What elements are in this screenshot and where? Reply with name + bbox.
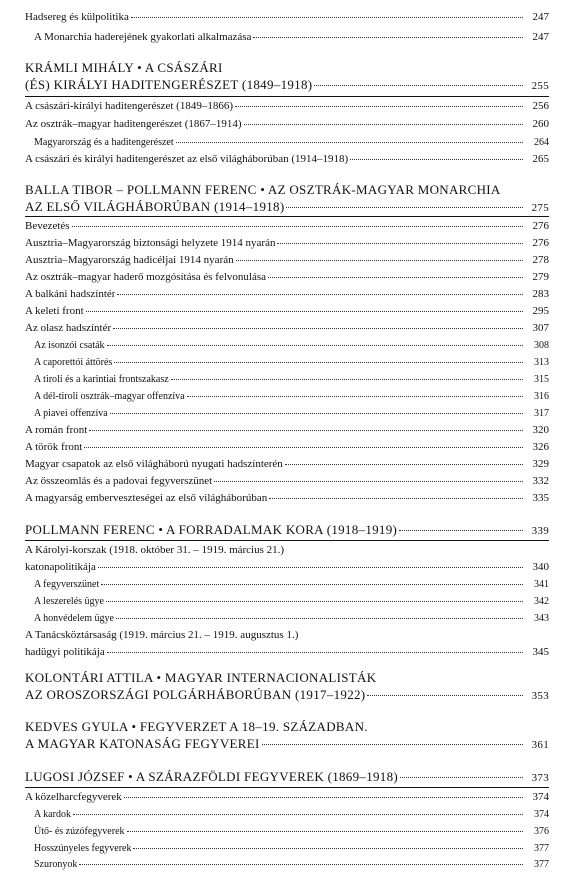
toc-entry[interactable] <box>25 544 549 557</box>
toc-entry[interactable] <box>25 153 549 166</box>
divider <box>25 96 549 97</box>
chapter-title-line: LUGOSI JÓZSEF • A SZÁRAZFÖLDI FEGYVEREK (1869–1918) <box>25 769 399 784</box>
toc-entry-title: hadügyi politikája <box>25 646 105 658</box>
chapter-page: 255 <box>531 80 549 92</box>
toc-entry-page: 335 <box>532 492 549 504</box>
toc-entry-page: 345 <box>532 646 549 658</box>
toc-entry-page: 276 <box>532 237 549 249</box>
toc-entry[interactable] <box>25 339 549 352</box>
toc-entry[interactable] <box>25 475 549 488</box>
toc-entry[interactable] <box>25 220 549 233</box>
leader-dots <box>89 430 523 431</box>
toc-entry-title: A fegyverszünet <box>34 579 100 590</box>
toc-entry-page: 317 <box>534 408 549 419</box>
toc-entry-title: Magyar csapatok az első világháború nyugati hadszínterén <box>25 458 283 470</box>
leader-dots <box>98 567 523 568</box>
leader-dots <box>400 777 523 778</box>
chapter-title-line: AZ ELSŐ VILÁGHÁBORÚBAN (1914–1918) <box>25 199 285 214</box>
toc-entry-title: Hadsereg és külpolitika <box>25 11 129 23</box>
toc-entry[interactable] <box>25 288 549 301</box>
leader-dots <box>314 85 523 86</box>
chapter-heading[interactable] <box>25 521 549 540</box>
toc-entry[interactable] <box>25 595 549 608</box>
chapter-page: 373 <box>531 772 549 784</box>
toc-entry[interactable] <box>25 118 549 131</box>
leader-dots <box>107 652 523 653</box>
toc-entry-page: 256 <box>532 100 549 112</box>
leader-dots <box>84 447 523 448</box>
toc-entry[interactable] <box>25 629 549 642</box>
chapter-page: 339 <box>531 525 549 537</box>
toc-entry-title: A kardok <box>34 809 71 820</box>
leader-dots <box>117 294 523 295</box>
toc-entry[interactable] <box>25 858 549 871</box>
toc-entry-title: A dél-tiroli osztrák–magyar offenzíva <box>34 391 185 402</box>
toc-entry-title: A Tanácsköztársaság (1919. március 21. – 1919. augusztus 1.) <box>25 629 299 641</box>
leader-dots <box>214 481 523 482</box>
toc-entry-page: 264 <box>534 137 549 148</box>
toc-entry[interactable] <box>25 373 549 386</box>
leader-dots <box>244 124 523 125</box>
leader-dots <box>73 814 523 815</box>
leader-dots <box>236 260 523 261</box>
toc-entry-page: 313 <box>534 357 549 368</box>
toc-entry[interactable] <box>25 271 549 284</box>
leader-dots <box>285 464 523 465</box>
toc-entry-title: A közelharcfegyverek <box>25 791 122 803</box>
toc-entry-page: 265 <box>532 153 549 165</box>
toc-entry-title: Az osztrák–magyar haderő mozgósítása és felvonulása <box>25 271 266 283</box>
chapter-title-line: KEDVES GYULA • FEGYVERZET A 18–19. SZÁZADBAN. <box>25 719 368 734</box>
chapter-heading[interactable] <box>25 59 549 95</box>
leader-dots <box>350 159 523 160</box>
toc-entry-page: 326 <box>532 441 549 453</box>
toc-entry-title: Hosszúnyeles fegyverek <box>34 843 132 854</box>
toc-entry-page: 308 <box>534 340 549 351</box>
chapter-page: 353 <box>531 690 549 702</box>
leader-dots <box>171 379 523 380</box>
toc-entry[interactable] <box>25 305 549 318</box>
toc-entry-page: 332 <box>532 475 549 487</box>
toc-entry-page: 340 <box>532 561 549 573</box>
toc-entry-page: 329 <box>532 458 549 470</box>
toc-entry[interactable] <box>25 646 549 659</box>
toc-entry-title: A magyarság emberveszteségei az első világháborúban <box>25 492 268 504</box>
toc-entry[interactable] <box>25 136 549 149</box>
toc-entry-page: 279 <box>532 271 549 283</box>
leader-dots <box>187 396 523 397</box>
leader-dots <box>114 362 523 363</box>
toc-entry-title: Ausztria–Magyarország biztonsági helyzete 1914 nyarán <box>25 237 276 249</box>
toc-entry-title: Az olasz hadszíntér <box>25 322 112 334</box>
toc-entry-page: 377 <box>534 859 549 870</box>
toc-entry-title: A honvédelem ügye <box>34 613 114 624</box>
toc-entry-page: 320 <box>532 424 549 436</box>
toc-entry-title: A császári-királyi haditengerészet (1849–1866) <box>25 100 234 112</box>
divider <box>25 787 549 788</box>
toc-entry-title: Magyarország és a haditengerészet <box>34 137 174 148</box>
toc-entry-page: 343 <box>534 613 549 624</box>
toc-entry[interactable] <box>25 390 549 403</box>
divider <box>25 216 549 217</box>
toc-entry-title: Szuronyok <box>34 859 78 870</box>
toc-entry[interactable] <box>25 356 549 369</box>
toc-entry-title: A keleti front <box>25 305 84 317</box>
leader-dots <box>277 243 523 244</box>
toc-entry-page: 247 <box>532 31 549 43</box>
toc-entry-page: 247 <box>532 11 549 23</box>
leader-dots <box>176 142 523 143</box>
toc-entry-page: 374 <box>532 791 549 803</box>
toc-entry[interactable] <box>25 424 549 437</box>
leader-dots <box>286 207 523 208</box>
toc-entry-title: A leszerelés ügye <box>34 596 104 607</box>
toc-entry-page: 260 <box>532 118 549 130</box>
leader-dots <box>86 311 523 312</box>
chapter-title-line: KOLONTÁRI ATTILA • MAGYAR INTERNACIONALISTÁK <box>25 670 377 685</box>
leader-dots <box>235 106 523 107</box>
chapter-title-line: KRÁMLI MIHÁLY • A CSÁSZÁRI <box>25 60 223 75</box>
toc-entry[interactable] <box>25 407 549 420</box>
chapter-heading[interactable] <box>25 669 549 705</box>
toc-entry-page: 307 <box>532 322 549 334</box>
divider <box>25 540 549 541</box>
toc-entry[interactable] <box>25 612 549 625</box>
chapter-page: 275 <box>531 202 549 214</box>
chapter-heading[interactable] <box>25 718 549 754</box>
toc-entry[interactable] <box>25 842 549 855</box>
toc-entry[interactable] <box>25 31 549 44</box>
toc-entry[interactable] <box>25 458 549 471</box>
toc-entry-title: Az osztrák–magyar haditengerészet (1867–1914) <box>25 118 242 130</box>
chapter-page: 361 <box>531 739 549 751</box>
toc-entry-title: A Károlyi-korszak (1918. október 31. – 1919. március 21.) <box>25 544 285 556</box>
chapter-title-line: A MAGYAR KATONASÁG FEGYVEREI <box>25 736 260 751</box>
toc-entry-page: 341 <box>534 579 549 590</box>
leader-dots <box>127 831 523 832</box>
toc-entry[interactable] <box>25 441 549 454</box>
toc-entry[interactable] <box>25 237 549 250</box>
leader-dots <box>72 226 523 227</box>
toc-entry-title: katonapolitikája <box>25 561 96 573</box>
toc-entry-title: Az isonzói csaták <box>34 340 105 351</box>
toc-entry[interactable] <box>25 254 549 267</box>
chapter-title-line: (ÉS) KIRÁLYI HADITENGERÉSZET (1849–1918) <box>25 77 313 92</box>
leader-dots <box>106 601 523 602</box>
leader-dots <box>367 695 523 696</box>
toc-entry-title: A román front <box>25 424 88 436</box>
toc-entry-page: 278 <box>532 254 549 266</box>
toc-entry[interactable] <box>25 578 549 591</box>
leader-dots <box>116 618 523 619</box>
toc-entry-page: 374 <box>534 809 549 820</box>
leader-dots <box>101 584 523 585</box>
toc-entry[interactable] <box>25 825 549 838</box>
toc-entry-title: Ütő- és zúzófegyverek <box>34 826 125 837</box>
leader-dots <box>253 37 523 38</box>
toc-entry-title: A piavei offenzíva <box>34 408 108 419</box>
toc-entry-page: 276 <box>532 220 549 232</box>
chapter-title-line: BALLA TIBOR – POLLMANN FERENC • AZ OSZTRÁK-MAGYAR MONARCHIA <box>25 182 501 197</box>
toc-entry-title: Az összeomlás és a padovai fegyverszünet <box>25 475 213 487</box>
toc-entry-title: A tiroli és a karintiai frontszakasz <box>34 374 169 385</box>
leader-dots <box>269 498 523 499</box>
toc-entry[interactable] <box>25 322 549 335</box>
leader-dots <box>131 17 523 18</box>
toc-entry-title: A császári és királyi haditengerészet az első világháborúban (1914–1918) <box>25 153 349 165</box>
chapter-heading[interactable] <box>25 768 549 787</box>
toc-entry[interactable] <box>25 791 549 804</box>
toc-entry-title: A török front <box>25 441 83 453</box>
toc-entry[interactable] <box>25 11 549 24</box>
toc-entry[interactable] <box>25 100 549 113</box>
toc-entry[interactable] <box>25 808 549 821</box>
leader-dots <box>79 864 523 865</box>
chapter-title-line: AZ OROSZORSZÁGI POLGÁRHÁBORÚBAN (1917–1922) <box>25 687 366 702</box>
toc-entry-title: Bevezetés <box>25 220 70 232</box>
leader-dots <box>107 345 523 346</box>
leader-dots <box>113 328 523 329</box>
leader-dots <box>133 848 523 849</box>
leader-dots <box>124 797 523 798</box>
toc-entry-page: 283 <box>532 288 549 300</box>
chapter-title-line: POLLMANN FERENC • A FORRADALMAK KORA (1918–1919) <box>25 522 398 537</box>
toc-entry-title: Ausztria–Magyarország hadicéljai 1914 nyarán <box>25 254 234 266</box>
toc-entry-page: 316 <box>534 391 549 402</box>
toc-entry-title: A balkáni hadszíntér <box>25 288 116 300</box>
toc-entry-title: A caporettói áttörés <box>34 357 113 368</box>
leader-dots <box>399 530 523 531</box>
toc-entry-title: A Monarchia haderejének gyakorlati alkalmazása <box>34 31 252 43</box>
toc-entry[interactable] <box>25 561 549 574</box>
toc-entry[interactable] <box>25 492 549 505</box>
leader-dots <box>262 744 523 745</box>
leader-dots <box>110 413 523 414</box>
chapter-heading[interactable] <box>25 181 549 217</box>
toc-entry-page: 377 <box>534 843 549 854</box>
toc-entry-page: 315 <box>534 374 549 385</box>
leader-dots <box>268 277 523 278</box>
toc-entry-page: 342 <box>534 596 549 607</box>
toc-entry-page: 376 <box>534 826 549 837</box>
toc-entry-page: 295 <box>532 305 549 317</box>
